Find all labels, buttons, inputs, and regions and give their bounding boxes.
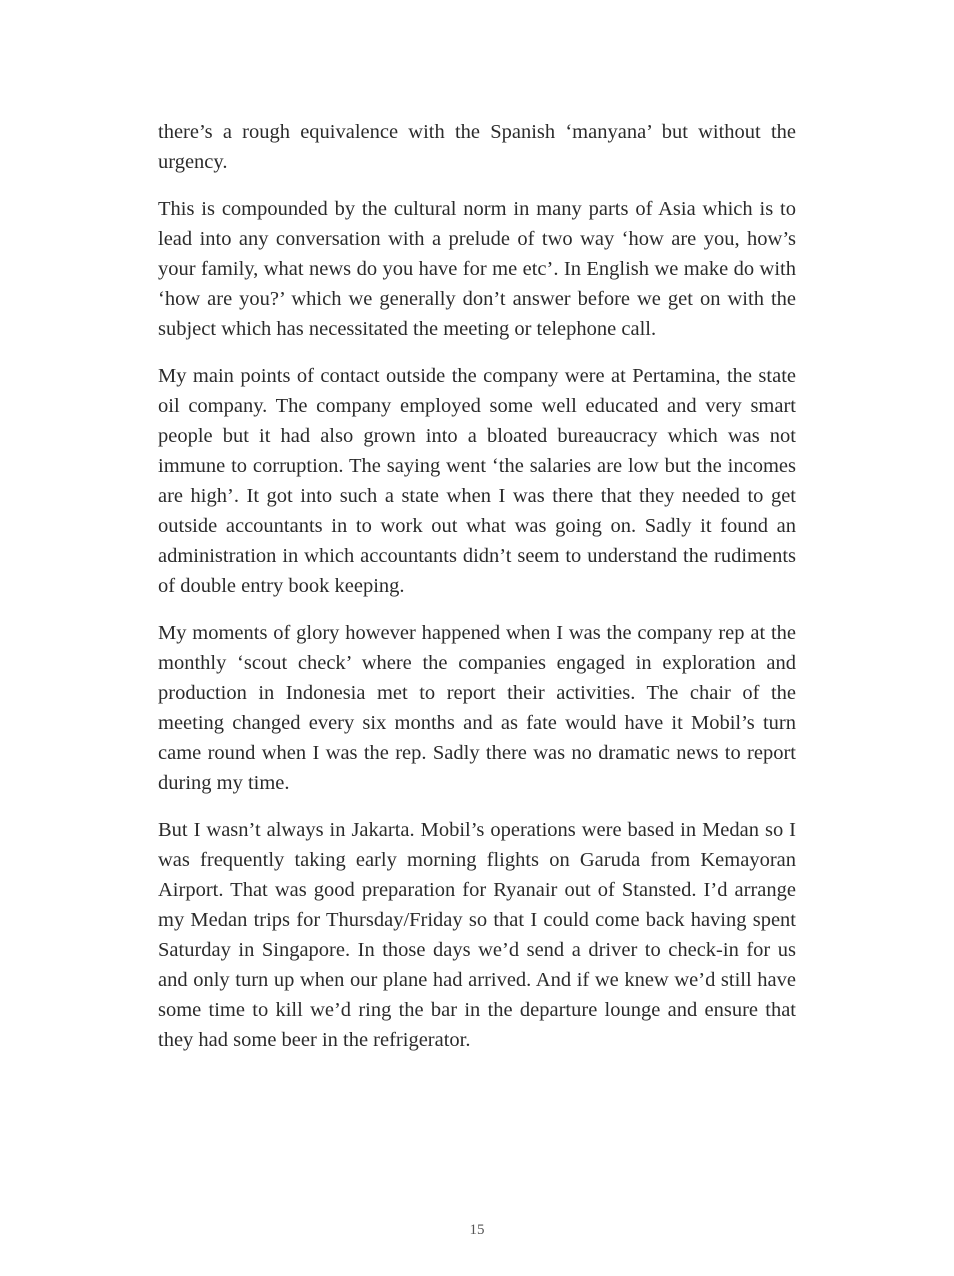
paragraph-2: This is compounded by the cultural norm in many parts of Asia which is to lead into any conversation with a prelude of two way ‘how are you, how’s your family, what news do you have for me etc’. In English we make do with ‘how are you?’ which we generally don’t answer before we get on with the subject which has necessitated the meeting or telephone call. [158,198,796,340]
paragraph-1: there’s a rough equivalence with the Spanish ‘manyana’ but without the urgency. [158,121,796,173]
paragraph-4: My moments of glory however happened when I was the company rep at the monthly ‘scout check’ where the companies engaged in exploration and production in Indonesia met to report their activities. The chair of the meeting changed every six months and as fate would have it Mobil’s turn came round when I was the rep. Sadly there was no dramatic news to report during my time. [158,622,796,794]
paragraph-5: But I wasn’t always in Jakarta. Mobil’s operations were based in Medan so I was frequently taking early morning flights on Garuda from Kemayoran Airport. That was good preparation for Ryanair out of Stansted. I’d arrange my Medan trips for Thursday/Friday so that I could come back having spent Saturday in Singapore. In those days we’d send a driver to check-in for us and only turn up when our plane had arrived. And if we knew we’d still have some time to kill we’d ring the bar in the departure lounge and ensure that they had some beer in the refrigerator. [158,819,796,1051]
page-number: 15 [469,1222,485,1238]
body-text [158,117,796,1072]
paragraph-3: My main points of contact outside the company were at Pertamina, the state oil company. The company employed some well educated and very smart people but it had also grown into a bloated bureaucracy which was not immune to corruption. The saying went ‘the salaries are low but the incomes are high’. It got into such a state when I was there that they needed to get outside accountants in to work out what was going on. Sadly it found an administration in which accountants didn’t seem to understand the rudiments of double entry book keeping. [158,365,796,597]
